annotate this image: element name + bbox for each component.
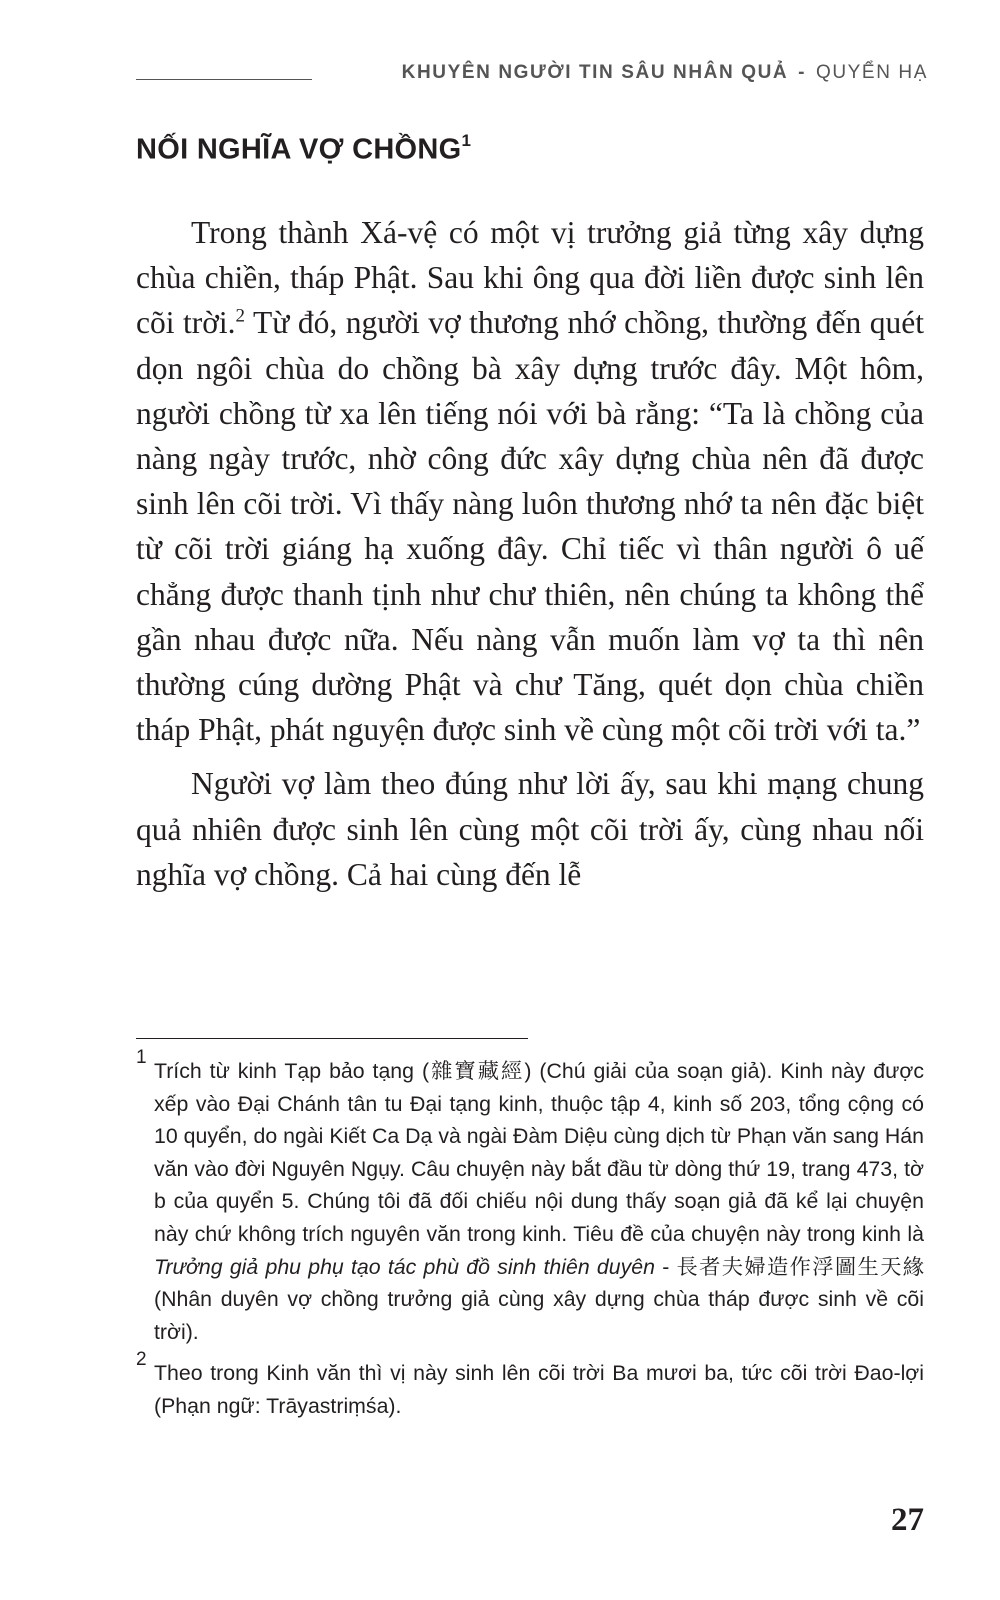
footnote-1-text-part-1: Trích từ kinh Tạp bảo tạng (雜寶藏經) (Chú giải của soạn giả). Kinh này được xếp vào Đại Chánh tân tu Đại tạng kinh, thuộc tập 4, kinh số 203, tổng cộng có 10 quyển, do ngài Kiết Ca Dạ và ngài Đàm Diệu cùng dịch từ Phạn văn sang Hán văn vào đời Nguyên Ngụy. Câu chuyện này bắt đầu từ dòng thứ 19, trang 473, tờ b của quyển 5. Chúng tôi đã đối chiếu nội dung thấy soạn giả đã kể lại chuyện này chứ không trích nguyên văn trong kinh. Tiêu đề của chuyện này trong kinh là (154, 1059, 924, 1246)
chapter-title (136, 133, 471, 167)
paragraph-1 (136, 210, 924, 752)
page-number: 27 (891, 1502, 924, 1538)
footnote-1-mark: 1 (136, 1047, 147, 1068)
footnotes (136, 1047, 924, 1423)
paragraph-1-part-2: Từ đó, người vợ thương nhớ chồng, thường đến quét dọn ngôi chùa do chồng bà xây dựng trước đây. Một hôm, người chồng từ xa lên tiếng nói với bà rằng: “Ta là chồng của nàng ngày trước, nhờ công đức xây dựng chùa nên đã được sinh lên cõi trời. Vì thấy nàng luôn thương nhớ ta nên đặc biệt từ cõi trời giáng hạ xuống đây. Chỉ tiếc vì thân người ô uế chẳng được thanh tịnh như chư thiên, nên chúng ta không thể gần nhau được nữa. Nếu nàng vẫn muốn làm vợ ta thì nên thường cúng dường Phật và chư Tăng, quét dọn chùa chiền tháp Phật, phát nguyện được sinh về cùng một cõi trời với ta.” (136, 305, 925, 748)
footnote-ref-1: 1 (461, 131, 472, 150)
paragraph-1-part-1: Trong thành Xá-vệ có một vị trưởng giả từng xây dựng chùa chiền, tháp Phật. Sau khi ông qua đời liền được sinh lên cõi trời. (136, 215, 924, 341)
body-text (136, 210, 924, 897)
paragraph-2: Người vợ làm theo đúng như lời ấy, sau khi mạng chung quả nhiên được sinh lên cùng một cõi trời ấy, cùng nhau nối nghĩa vợ chồng. Cả hai cùng đến lễ (136, 766, 924, 892)
footnote-1-text-part-2: - 長者夫婦造作浮圖生天緣 (Nhân duyên vợ chồng trưởng giả cùng xây dựng chùa tháp được sinh về cõi trời). (154, 1254, 924, 1344)
footnote-2-text: Theo trong Kinh văn thì vị này sinh lên cõi trời Ba mươi ba, tức cõi trời Đao-lợi (Phạn ngữ: Trāyastriṃśa). (154, 1361, 924, 1418)
footnote-2 (136, 1349, 924, 1422)
running-header (402, 62, 928, 84)
chapter-title-text: NỐI NGHĨA VỢ CHỒNG (136, 133, 462, 166)
running-header-title: KHUYÊN NGƯỜI TIN SÂU NHÂN QUẢ (401, 62, 789, 83)
running-header-volume: QUYỂN HẠ (815, 62, 928, 83)
footnote-1 (136, 1047, 924, 1348)
header-rule (136, 79, 312, 80)
footnote-2-mark: 2 (136, 1349, 147, 1371)
footnote-1-italic-title: Trưởng giả phu phụ tạo tác phù đồ sinh thiên duyên (154, 1254, 655, 1279)
footnote-rule (136, 1038, 528, 1039)
running-header-separator: - (798, 62, 807, 83)
footnote-ref-2: 2 (235, 305, 246, 327)
